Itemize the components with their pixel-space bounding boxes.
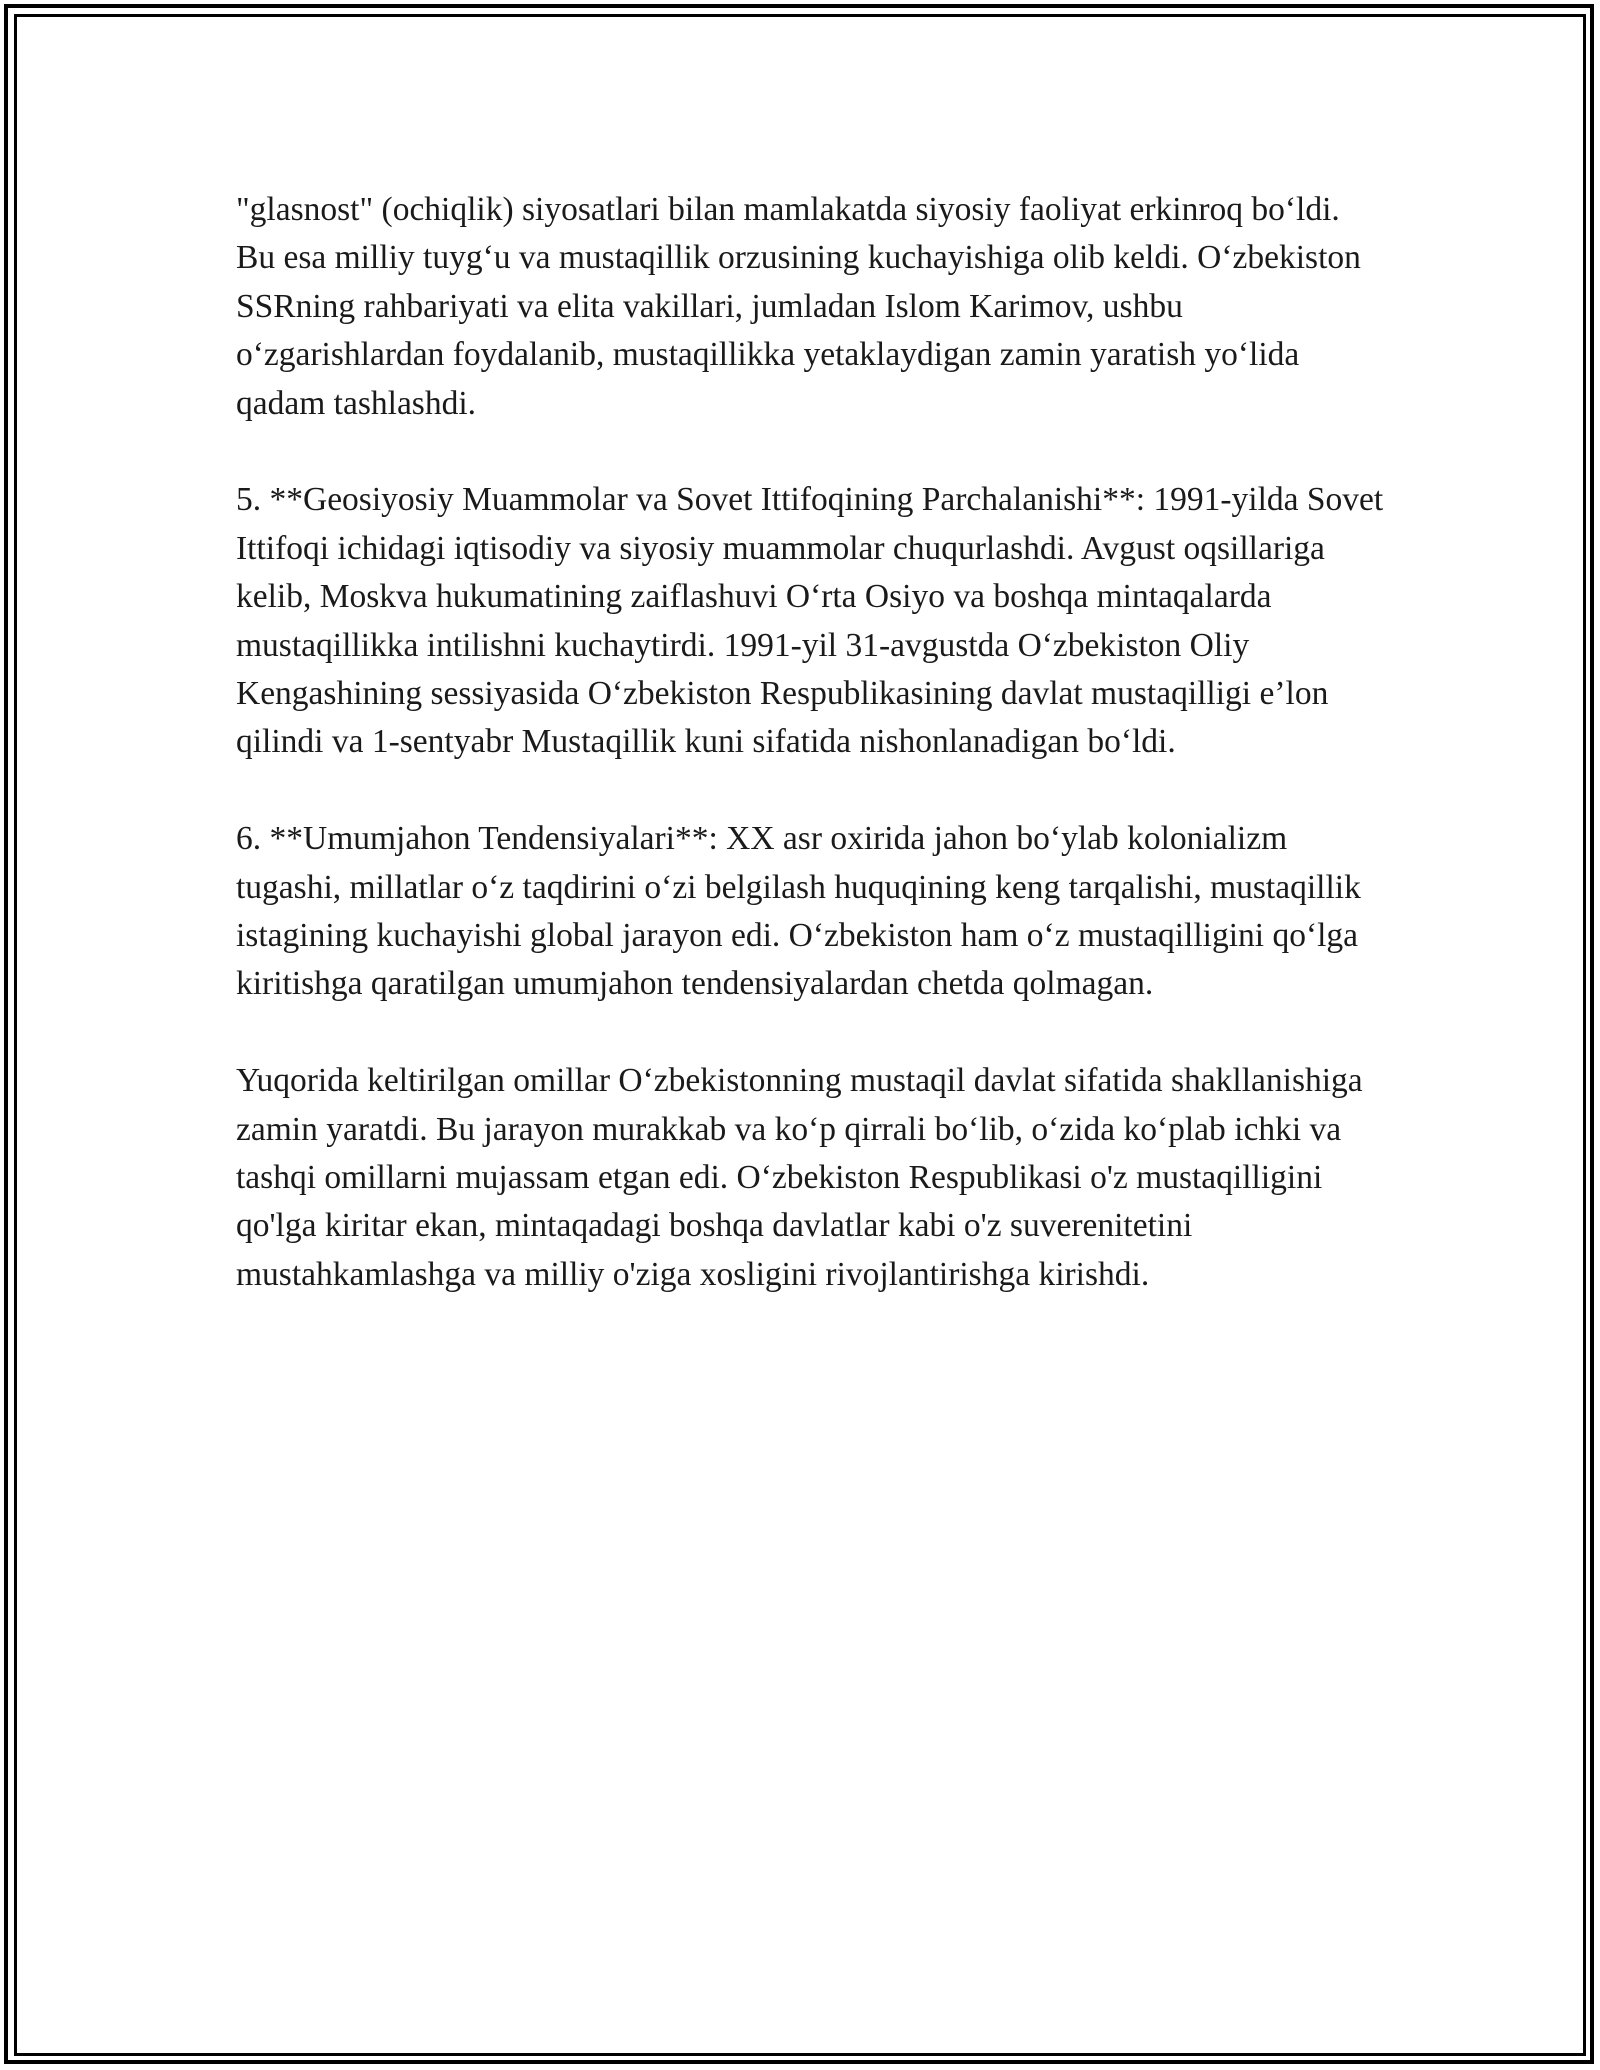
paragraph-point-5: 5. **Geosiyosiy Muammolar va Sovet Ittifoqining Parchalanishi**: 1991-yilda Sovet Ittifoqi ichidagi iqtisodiy va siyosiy muammolar chuqurlashdi. Avgust oqsillariga kelib, Moskva hukumatining zaiflashuvi O‘rta Osiyo va boshqa mintaqalarda mustaqillikka intilishni kuchaytirdi. 1991-yil 31-avgustda O‘zbekiston Oliy Kengashining sessiyasida O‘zbekiston Respublikasining davlat mustaqilligi e’lon qilindi va 1-sentyabr Mustaqillik kuni sifatida nishonlanadigan bo‘ldi. — [236, 481, 1384, 761]
paragraph-point-6: 6. **Umumjahon Tendensiyalari**: XX asr oxirida jahon bo‘ylab kolonializm tugashi, millatlar o‘z taqdirini o‘zi belgilash huquqining keng tarqalishi, mustaqillik istagining kuchayishi global jarayon edi. O‘zbekiston ham o‘z mustaqilligini qo‘lga kiritishga qaratilgan umumjahon tendensiyalardan chetda qolmagan. — [236, 820, 1361, 1003]
document-body — [236, 186, 1386, 1348]
paragraph-conclusion: Yuqorida keltirilgan omillar O‘zbekistonning mustaqil davlat sifatida shakllanishiga zamin yaratdi. Bu jarayon murakkab va ko‘p qirrali bo‘lib, o‘zida ko‘plab ichki va tashqi omillarni mujassam etgan edi. O‘zbekiston Respublikasi o'z mustaqilligini qo'lga kiritar ekan, mintaqadagi boshqa davlatlar kabi o'z suverenitetini mustahkamlashga va milliy o'ziga xosligini rivojlantirishga kirishdi. — [236, 1062, 1363, 1293]
paragraph-intro-continuation: "glasnost" (ochiqlik) siyosatlari bilan mamlakatda siyosiy faoliyat erkinroq bo‘ldi. Bu esa milliy tuyg‘u va mustaqillik orzusining kuchayishiga olib keldi. O‘zbekiston SSRning rahbariyati va elita vakillari, jumladan Islom Karimov, ushbu o‘zgarishlardan foydalanib, mustaqillikka yetaklaydigan zamin yaratish yo‘lida qadam tashlashdi. — [236, 191, 1361, 422]
